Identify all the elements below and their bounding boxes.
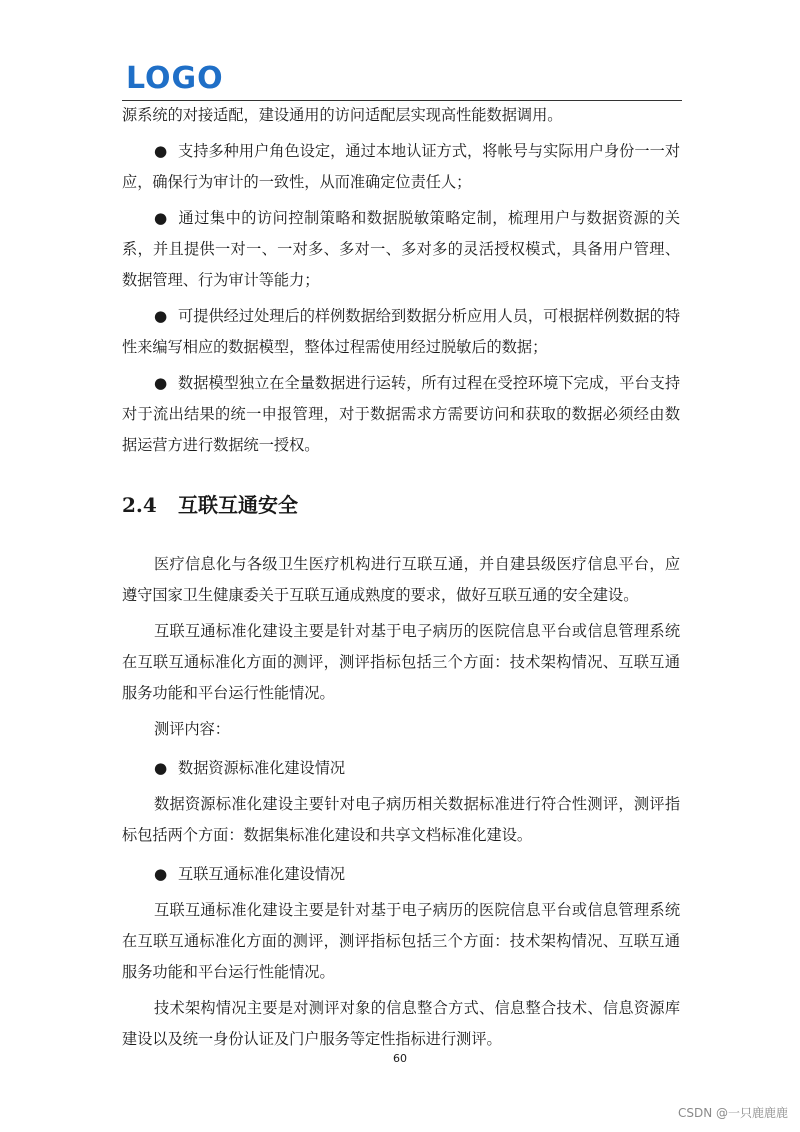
bullet-item: ● 数据模型独立在全量数据进行运转，所有过程在受控环境下完成，平台支持对于流出结果的统一申报管理，对于数据需求方需要访问和获取的数据必须经由数据运营方进行数据统一授权。 <box>122 368 680 461</box>
paragraph: 数据资源标准化建设主要针对电子病历相关数据标准进行符合性测评，测评指标包括两个方面：数据集标准化建设和共享文档标准化建设。 <box>122 795 680 844</box>
bullet-item: ● 可提供经过处理后的样例数据给到数据分析应用人员，可根据样例数据的特性来编写相应的数据模型，整体过程需使用经过脱敏后的数据； <box>122 301 680 363</box>
section-heading <box>122 491 680 519</box>
bullet-item: ● 通过集中的访问控制策略和数据脱敏策略定制，梳理用户与数据资源的关系，并且提供一对一、一对多、多对一、多对多的灵活授权模式，具备用户管理、数据管理、行为审计等能力； <box>122 203 680 296</box>
paragraph: 技术架构情况主要是对测评对象的信息整合方式、信息整合技术、信息资源库建设以及统一身份认证及门户服务等定性指标进行测评。 <box>122 999 680 1048</box>
bullet-icon: ● <box>154 142 168 160</box>
page-number: 60 <box>393 1052 407 1065</box>
sub-heading: ● 互联互通标准化建设情况 <box>122 859 680 890</box>
logo: LOGO <box>126 61 224 96</box>
paragraph: 互联互通标准化建设主要是针对基于电子病历的医院信息平台或信息管理系统在互联互通标准化方面的测评，测评指标包括三个方面：技术架构情况、互联互通服务功能和平台运行性能情况。 <box>122 622 680 702</box>
sub-heading: ● 数据资源标准化建设情况 <box>122 753 680 784</box>
bullet-icon: ● <box>154 374 168 392</box>
paragraph: 互联互通标准化建设主要是针对基于电子病历的医院信息平台或信息管理系统在互联互通标准化方面的测评，测评指标包括三个方面：技术架构情况、互联互通服务功能和平台运行性能情况。 <box>122 901 680 981</box>
section-number: 2.4 <box>122 493 157 517</box>
paragraph: 医疗信息化与各级卫生医疗机构进行互联互通，并自建县级医疗信息平台，应遵守国家卫生健康委关于互联互通成熟度的要求，做好互联互通的安全建设。 <box>122 555 680 604</box>
paragraph: 测评内容： <box>154 720 230 738</box>
section-title: 互联互通安全 <box>178 493 298 517</box>
bullet-icon: ● <box>154 307 168 325</box>
bullet-icon: ● <box>154 865 168 883</box>
bullet-icon: ● <box>154 759 168 777</box>
bullet-icon: ● <box>154 209 168 227</box>
document-body <box>122 100 680 1055</box>
bullet-item: ● 支持多种用户角色设定，通过本地认证方式，将帐号与实际用户身份一一对应，确保行为审计的一致性，从而准确定位责任人； <box>122 136 680 198</box>
watermark: CSDN @一只鹿鹿鹿 <box>677 1106 788 1120</box>
page-header <box>122 60 682 101</box>
intro-paragraph: 源系统的对接适配，建设通用的访问适配层实现高性能数据调用。 <box>122 106 563 124</box>
